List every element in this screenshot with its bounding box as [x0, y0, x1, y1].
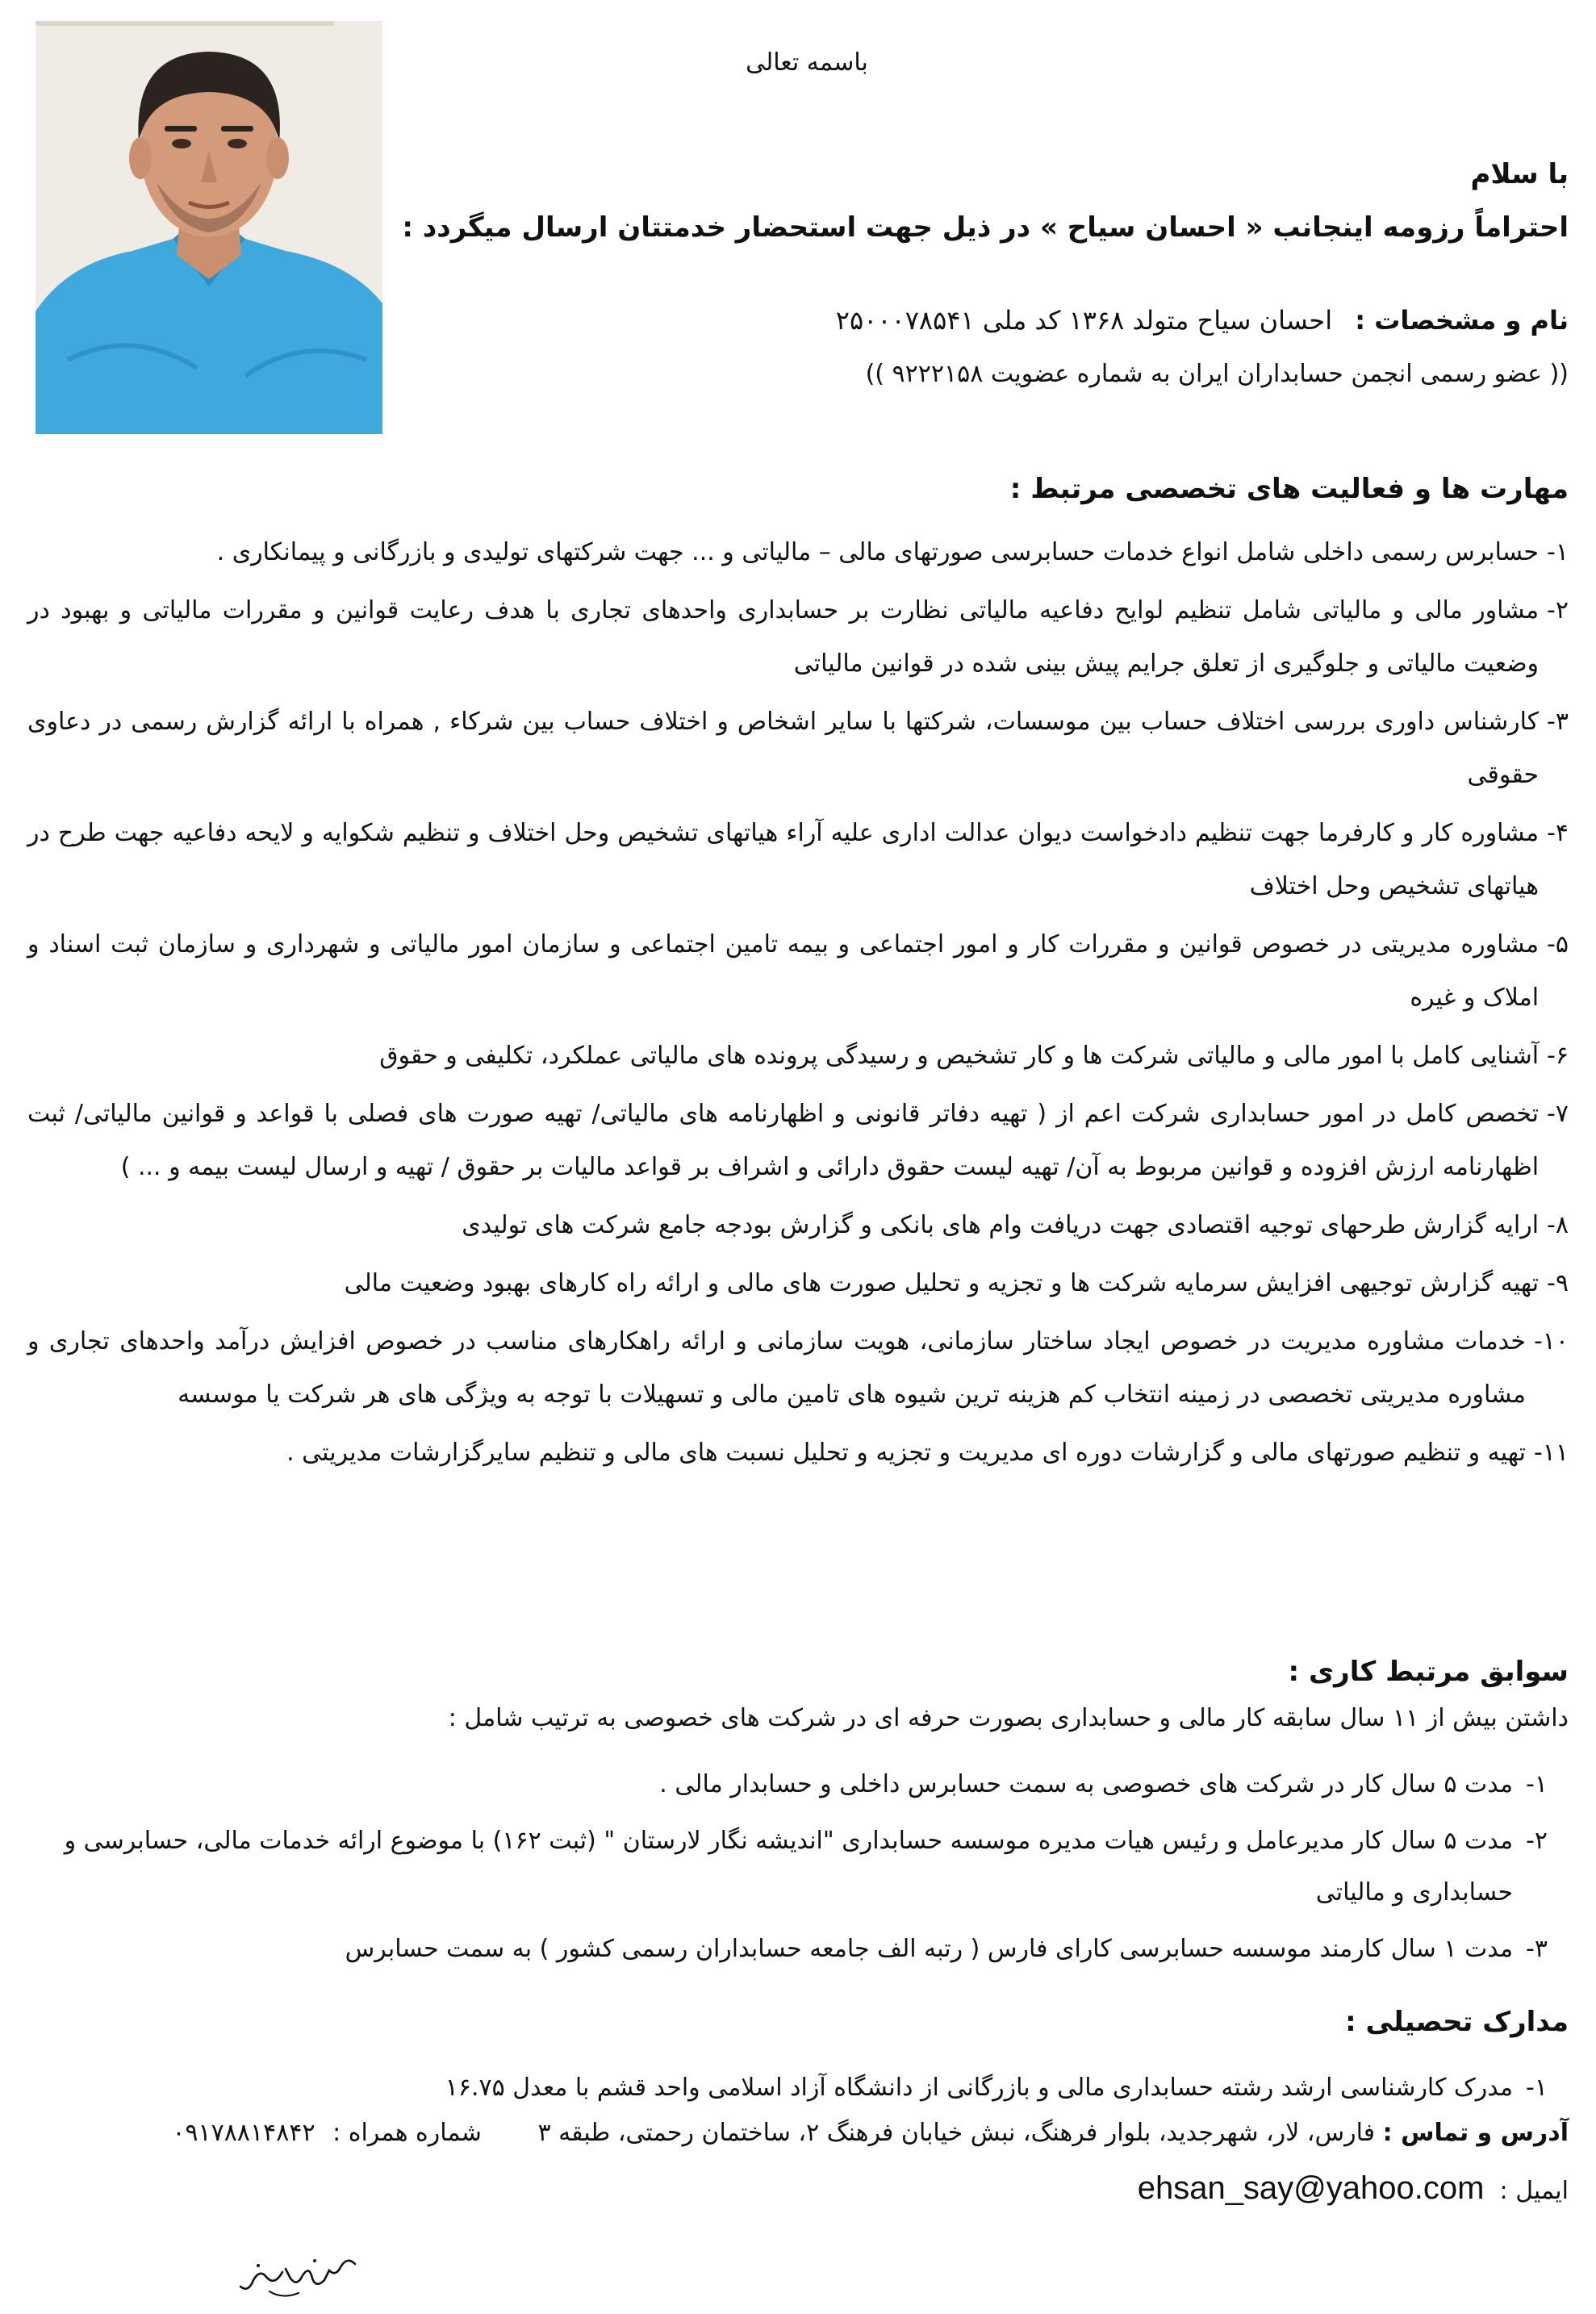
list-item: [27, 584, 1569, 691]
item-number: ۹-: [1547, 1269, 1569, 1297]
list-item: [27, 695, 1569, 802]
item-text: مشاوره مدیریتی در خصوص قوانین و مقررات کار و امور اجتماعی و بیمه تامین اجتماعی و سازمان امور مالیاتی و شهرداری و سازمان ثبت اسناد و املاک و غیره: [27, 930, 1540, 1012]
list-item: [27, 1030, 1569, 1083]
item-number: ۶-: [1547, 1042, 1569, 1070]
item-text: خدمات مشاوره مدیریت در خصوص ایجاد ساختار سازمانی، هویت سازمانی و ارائه راهکارهای مناسب در خصوص افزایش درآمد واحدهای تجاری و مشاوره مدیریتی تخصصی در زمینه انتخاب کم هزینه ترین شیوه های تامین مالی و تسهیلات با توجه به ویژگی های هر شرکت یا موسسه: [27, 1327, 1526, 1409]
item-number: ۲-: [1526, 1827, 1548, 1855]
item-text: مدت ۵ سال کار مدیرعامل و رئیس هیات مدیره موسسه حسابداری "اندیشه نگار لارستان " (ثبت ۱۶۲) با موضوع ارائه خدمات مالی، حسابرسی و حسابداری و مالیاتی: [64, 1827, 1514, 1907]
education-list: [31, 2062, 1548, 2114]
list-item: [27, 1426, 1569, 1480]
handwritten-signature: [234, 2248, 363, 2304]
membership-note: (( عضو رسمی انجمن حسابداران ایران به شماره عضویت ۹۲۲۲۱۵۸ )): [865, 360, 1569, 388]
item-number: ۳-: [1547, 708, 1569, 736]
portrait-illustration: [36, 21, 382, 434]
education-heading: مدارک تحصیلی :: [1345, 2006, 1569, 2038]
phone-label: شماره همراه :: [332, 2119, 482, 2147]
item-number: ۱-: [1526, 2074, 1548, 2102]
list-item: [31, 1923, 1548, 1975]
item-number: ۴-: [1547, 819, 1569, 847]
identity-value: احسان سیاح متولد ۱۳۶۸ کد ملی ۲۵۰۰۰۷۸۵۴۱: [835, 305, 1333, 336]
item-number: ۱-: [1526, 1770, 1548, 1798]
work-history-intro: داشتن بیش از ۱۱ سال سابقه کار مالی و حسابداری بصورت حرفه ای در شرکت های خصوصی به ترتیب شامل :: [448, 1704, 1569, 1732]
item-number: ۳-: [1526, 1935, 1548, 1963]
greeting: با سلام: [1470, 158, 1569, 190]
list-item: [31, 1815, 1548, 1919]
profile-photo: [36, 21, 382, 434]
item-text: کارشناس داوری بررسی اختلاف حساب بین موسسات، شرکتها با سایر اشخاص و اختلاف حساب بین شرکاء , همراه با ارائه گزارش رسمی در دعاوی حقوقی: [27, 708, 1540, 789]
work-history-heading: سوابق مرتبط کاری :: [1288, 1656, 1569, 1688]
item-number: ۸-: [1547, 1211, 1569, 1239]
email-link[interactable]: ehsan_say@yahoo.com: [1137, 2170, 1485, 2206]
list-item: [27, 1257, 1569, 1310]
skills-list: [27, 526, 1569, 1485]
item-number: ۲-: [1547, 596, 1569, 624]
item-text: ارایه گزارش طرحهای توجیه اقتصادی جهت دریافت وام های بانکی و گزارش بودجه جامع شرکت های تولیدی: [462, 1211, 1540, 1239]
item-text: مشاوره کار و کارفرما جهت تنظیم دادخواست دیوان عدالت اداری علیه آراء هیاتهای تشخیص وحل اختلاف و تنظیم شکوایه و لایحه دفاعیه جهت طرح در هیاتهای تشخیص وحل اختلاف: [27, 819, 1540, 900]
item-text: تهیه گزارش توجیهی افزایش سرمایه شرکت ها و تجزیه و تحلیل صورت های مالی و ارائه راه کارهای بهبود وضعیت مالی: [344, 1269, 1540, 1297]
item-number: ۵-: [1547, 930, 1569, 959]
item-text: حسابرس رسمی داخلی شامل انواع خدمات حسابرسی صورتهای مالی – مالیاتی و ... جهت شرکتهای تولیدی و بازرگانی و پیمانکاری .: [216, 538, 1540, 566]
address-value: فارس، لار، شهرجدید، بلوار فرهنگ، نبش خیابان فرهنگ ۲، ساختمان رحمتی، طبقه ۳: [537, 2119, 1376, 2147]
item-text: مدت ۵ سال کار در شرکت های خصوصی به سمت حسابرس داخلی و حسابدار مالی .: [659, 1770, 1514, 1798]
list-item: [27, 1088, 1569, 1194]
item-text: مدت ۱ سال کارمند موسسه حسابرسی کارای فارس ( رتبه الف جامعه حسابداران رسمی کشور ) به سمت حسابرس: [345, 1935, 1514, 1963]
item-number: ۱-: [1547, 538, 1569, 566]
item-text: آشنایی کامل با امور مالی و مالیاتی شرکت ها و کار تشخیص و رسیدگی پرونده های مالیاتی عملکرد، تکلیفی و حقوق: [379, 1042, 1540, 1070]
list-item: [27, 526, 1569, 579]
phone-value: ۰۹۱۷۸۸۱۴۸۴۲: [172, 2119, 315, 2147]
list-item: [27, 807, 1569, 913]
signature-drawing: [234, 2248, 363, 2304]
identity-row: [836, 305, 1569, 336]
email-row: [1138, 2170, 1569, 2207]
skills-heading: مهارت ها و فعالیت های تخصصی مرتبط :: [1009, 473, 1569, 505]
list-item: [27, 1199, 1569, 1252]
item-text: تهیه و تنظیم صورتهای مالی و گزارشات دوره ای مدیریت و تجزیه و تحلیل نسبت های مالی و تنظیم سایرگزارشات مدیریتی .: [286, 1439, 1526, 1467]
identity-label: نام و مشخصات :: [1355, 305, 1569, 336]
item-text: تخصص کامل در امور حسابداری شرکت اعم از ( تهیه دفاتر قانونی و اظهارنامه های مالیاتی/ تهیه صورت های فصلی با قواعد و قوانین مالیاتی/ ثبت اظهارنامه ارزش افزوده و قوانین مربوط به آن/ تهیه لیست حقوق دارائی و اشراف بر قواعد مالیات بر حقوق / تهیه و ارسال لیست بیمه و ... ): [27, 1100, 1540, 1181]
contact-row: [172, 2119, 1569, 2147]
list-item: [31, 2062, 1548, 2114]
list-item: [27, 1315, 1569, 1422]
item-number: ۱۱-: [1533, 1439, 1569, 1467]
email-label: ایمیل :: [1499, 2177, 1569, 2205]
item-number: ۷-: [1547, 1100, 1569, 1128]
list-item: [31, 1759, 1548, 1811]
document-title: باسمه تعالی: [746, 48, 868, 77]
item-text: مشاور مالی و مالیاتی شامل تنظیم لوایح دفاعیه مالیاتی نظارت بر حسابداری واحدهای تجاری با هدف رعایت قوانین و مقررات مالیاتی و بهبود در وضعیت مالیاتی و جلوگیری از تعلق جرایم پیش بینی شده در قوانین مالیاتی: [27, 596, 1540, 678]
list-item: [27, 918, 1569, 1025]
work-history-list: [31, 1759, 1548, 1980]
item-number: ۱۰-: [1533, 1327, 1569, 1355]
intro-text: احتراماً رزومه اینجانب « احسان سیاح » در ذیل جهت استحضار خدمتتان ارسال میگردد :: [402, 211, 1569, 244]
item-text: مدرک کارشناسی ارشد رشته حسابداری مالی و بازرگانی از دانشگاه آزاد اسلامی واحد قشم با معدل ۱۶.۷۵: [445, 2074, 1514, 2102]
address-label: آدرس و تماس :: [1382, 2119, 1569, 2147]
